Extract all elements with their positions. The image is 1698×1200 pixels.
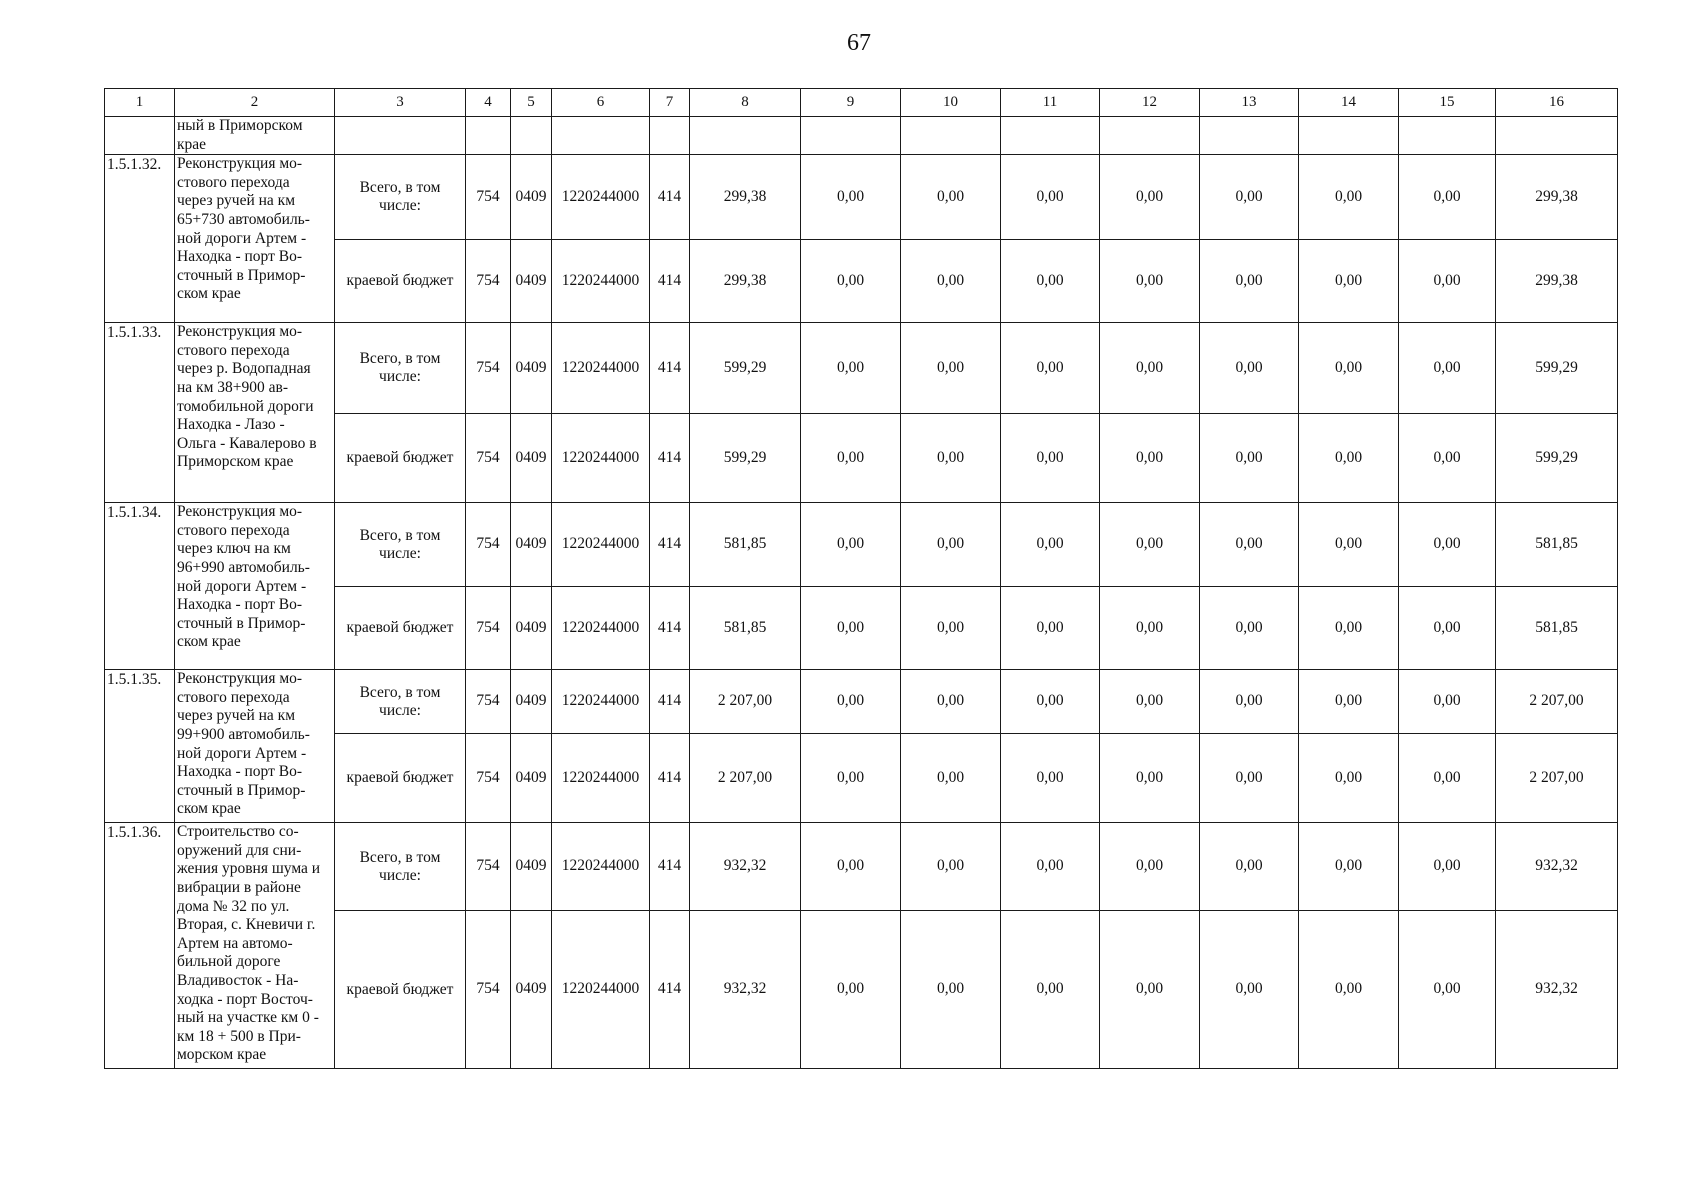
col7-cell: 414 [650, 911, 690, 1069]
col8-cell: 2 207,00 [690, 670, 801, 734]
text-line: Артем на автомо- [177, 934, 293, 952]
text-line: на км 38+900 ав- [177, 378, 288, 396]
col11-cell: 0,00 [1001, 587, 1100, 670]
funding-type-cell [335, 823, 466, 911]
item-name-cell [175, 823, 335, 1069]
col5-cell: 0409 [511, 155, 552, 240]
col7-cell: 414 [650, 587, 690, 670]
col13-cell: 0,00 [1200, 323, 1299, 414]
col5-cell: 0409 [511, 587, 552, 670]
col5-cell: 0409 [511, 503, 552, 587]
col15-cell: 0,00 [1399, 323, 1496, 414]
funding-type-cell [335, 670, 466, 734]
col16-cell: 581,85 [1496, 587, 1618, 670]
empty-cell [511, 117, 552, 155]
column-header: 9 [801, 89, 901, 117]
col11-cell: 0,00 [1001, 240, 1100, 323]
funding-type-cell [335, 911, 466, 1069]
col9-cell: 0,00 [801, 323, 901, 414]
text-line: Строительство со- [177, 823, 299, 841]
continuation-row [105, 117, 1618, 155]
col13-cell: 0,00 [1200, 503, 1299, 587]
col4-cell: 754 [466, 503, 511, 587]
col6-cell: 1220244000 [552, 240, 650, 323]
row-number-cell [105, 117, 175, 155]
col9-cell: 0,00 [801, 911, 901, 1069]
col4-cell: 754 [466, 323, 511, 414]
text-line: через ключ на км [177, 540, 291, 558]
col12-cell: 0,00 [1100, 734, 1200, 823]
text-line: Вторая, с. Кневичи г. [177, 916, 316, 934]
col7-cell: 414 [650, 670, 690, 734]
text-line: краевой бюджет [346, 449, 454, 467]
col8-cell: 599,29 [690, 414, 801, 503]
col15-cell: 0,00 [1399, 670, 1496, 734]
text-line: через ручей на км [177, 707, 296, 725]
col4-cell: 754 [466, 670, 511, 734]
col6-cell: 1220244000 [552, 734, 650, 823]
col10-cell: 0,00 [901, 734, 1001, 823]
text-line: Всего, в том [359, 179, 441, 197]
col14-cell: 0,00 [1299, 503, 1399, 587]
text-line: Ольга - Кавалерово в [177, 434, 317, 452]
text-line: через ручей на км [177, 192, 296, 210]
col4-cell: 754 [466, 734, 511, 823]
col13-cell: 0,00 [1200, 823, 1299, 911]
col11-cell: 0,00 [1001, 734, 1100, 823]
col14-cell: 0,00 [1299, 240, 1399, 323]
col16-cell: 932,32 [1496, 911, 1618, 1069]
empty-cell [650, 117, 690, 155]
text-line: жения уровня шума и [177, 860, 321, 878]
col7-cell: 414 [650, 414, 690, 503]
col9-cell: 0,00 [801, 503, 901, 587]
empty-cell [552, 117, 650, 155]
col15-cell: 0,00 [1399, 911, 1496, 1069]
text-line: 65+730 автомобиль- [177, 210, 310, 228]
text-line: краевой бюджет [346, 769, 454, 787]
column-header: 4 [466, 89, 511, 117]
text-line: числе: [379, 866, 421, 884]
col14-cell: 0,00 [1299, 823, 1399, 911]
col5-cell: 0409 [511, 823, 552, 911]
text-line: км 18 + 500 в При- [177, 1027, 301, 1045]
text-line: 96+990 автомобиль- [177, 558, 310, 576]
col15-cell: 0,00 [1399, 503, 1496, 587]
empty-cell [1001, 117, 1100, 155]
text-line: Реконструкция мо- [177, 670, 303, 688]
col16-cell: 299,38 [1496, 240, 1618, 323]
col9-cell: 0,00 [801, 670, 901, 734]
column-header: 12 [1100, 89, 1200, 117]
text-line: крае [177, 135, 207, 153]
item-name-cell [175, 670, 335, 823]
col7-cell: 414 [650, 240, 690, 323]
empty-cell [901, 117, 1001, 155]
text-line: вибрации в районе [177, 878, 301, 896]
column-header: 3 [335, 89, 466, 117]
col4-cell: 754 [466, 587, 511, 670]
col8-cell: 932,32 [690, 823, 801, 911]
item-name-cell [175, 117, 335, 155]
text-line: ный на участке км 0 - [177, 1009, 319, 1027]
col15-cell: 0,00 [1399, 240, 1496, 323]
col14-cell: 0,00 [1299, 414, 1399, 503]
col4-cell: 754 [466, 155, 511, 240]
col6-cell: 1220244000 [552, 823, 650, 911]
text-line: Всего, в том [359, 350, 441, 368]
col14-cell: 0,00 [1299, 911, 1399, 1069]
page-number: 67 [847, 30, 871, 56]
funding-type-cell [335, 734, 466, 823]
col16-cell: 299,38 [1496, 155, 1618, 240]
col16-cell: 2 207,00 [1496, 670, 1618, 734]
text-line: краевой бюджет [346, 619, 454, 637]
funding-type-cell [335, 155, 466, 240]
text-line: дома № 32 по ул. [177, 897, 290, 915]
text-line: Реконструкция мо- [177, 503, 303, 521]
text-line: бильной дороге [177, 953, 281, 971]
col12-cell: 0,00 [1100, 240, 1200, 323]
table-row [105, 503, 1618, 587]
funding-type-cell [335, 587, 466, 670]
col9-cell: 0,00 [801, 587, 901, 670]
row-number-cell: 1.5.1.36. [105, 823, 175, 1069]
col16-cell: 2 207,00 [1496, 734, 1618, 823]
funding-type-cell [335, 503, 466, 587]
col5-cell: 0409 [511, 240, 552, 323]
item-name-cell [175, 155, 335, 323]
text-line: числе: [379, 544, 421, 562]
column-header: 13 [1200, 89, 1299, 117]
text-line: числе: [379, 197, 421, 215]
column-header: 16 [1496, 89, 1618, 117]
text-line: ском крае [177, 800, 241, 818]
text-line: стового перехода [177, 688, 290, 706]
col12-cell: 0,00 [1100, 823, 1200, 911]
col15-cell: 0,00 [1399, 414, 1496, 503]
text-line: Находка - порт Во- [177, 763, 302, 781]
text-line: томобильной дороги [177, 397, 314, 415]
text-line: ный в Приморском [177, 117, 303, 134]
col9-cell: 0,00 [801, 414, 901, 503]
text-line: Всего, в том [359, 526, 441, 544]
row-number-cell: 1.5.1.35. [105, 670, 175, 823]
text-line: стового перехода [177, 341, 290, 359]
col8-cell: 932,32 [690, 911, 801, 1069]
col14-cell: 0,00 [1299, 155, 1399, 240]
table-row [105, 823, 1618, 911]
empty-cell [1399, 117, 1496, 155]
col11-cell: 0,00 [1001, 155, 1100, 240]
text-line: 99+900 автомобиль- [177, 725, 310, 743]
col8-cell: 299,38 [690, 155, 801, 240]
col15-cell: 0,00 [1399, 587, 1496, 670]
text-line: Находка - Лазо - [177, 416, 285, 434]
text-line: ной дороги Артем - [177, 744, 307, 762]
column-header: 11 [1001, 89, 1100, 117]
col8-cell: 599,29 [690, 323, 801, 414]
text-line: сточный в Примор- [177, 781, 306, 799]
col13-cell: 0,00 [1200, 155, 1299, 240]
col8-cell: 299,38 [690, 240, 801, 323]
funding-type-cell [335, 240, 466, 323]
empty-cell [690, 117, 801, 155]
col15-cell: 0,00 [1399, 155, 1496, 240]
col9-cell: 0,00 [801, 240, 901, 323]
col5-cell: 0409 [511, 911, 552, 1069]
col16-cell: 932,32 [1496, 823, 1618, 911]
col14-cell: 0,00 [1299, 323, 1399, 414]
empty-cell [1200, 117, 1299, 155]
text-line: числе: [379, 701, 421, 719]
col6-cell: 1220244000 [552, 323, 650, 414]
col11-cell: 0,00 [1001, 503, 1100, 587]
text-line: краевой бюджет [346, 272, 454, 290]
col7-cell: 414 [650, 734, 690, 823]
row-number-cell: 1.5.1.33. [105, 323, 175, 503]
col14-cell: 0,00 [1299, 734, 1399, 823]
col4-cell: 754 [466, 911, 511, 1069]
column-header: 10 [901, 89, 1001, 117]
text-line: краевой бюджет [346, 980, 454, 998]
item-name-cell [175, 503, 335, 670]
col6-cell: 1220244000 [552, 670, 650, 734]
col6-cell: 1220244000 [552, 155, 650, 240]
col12-cell: 0,00 [1100, 587, 1200, 670]
col13-cell: 0,00 [1200, 414, 1299, 503]
text-line: Реконструкция мо- [177, 155, 303, 173]
empty-cell [1299, 117, 1399, 155]
col15-cell: 0,00 [1399, 734, 1496, 823]
col7-cell: 414 [650, 823, 690, 911]
col15-cell: 0,00 [1399, 823, 1496, 911]
text-line: морском крае [177, 1046, 267, 1064]
text-line: сточный в Примор- [177, 266, 306, 284]
empty-cell [335, 117, 466, 155]
col14-cell: 0,00 [1299, 670, 1399, 734]
text-line: Всего, в том [359, 683, 441, 701]
empty-cell [466, 117, 511, 155]
col9-cell: 0,00 [801, 734, 901, 823]
col10-cell: 0,00 [901, 823, 1001, 911]
col16-cell: 581,85 [1496, 503, 1618, 587]
col12-cell: 0,00 [1100, 414, 1200, 503]
text-line: Всего, в том [359, 848, 441, 866]
column-header: 2 [175, 89, 335, 117]
col10-cell: 0,00 [901, 240, 1001, 323]
text-line: Реконструкция мо- [177, 323, 303, 341]
col6-cell: 1220244000 [552, 911, 650, 1069]
text-line: ском крае [177, 633, 241, 651]
col11-cell: 0,00 [1001, 823, 1100, 911]
col12-cell: 0,00 [1100, 155, 1200, 240]
col10-cell: 0,00 [901, 911, 1001, 1069]
row-number-cell: 1.5.1.32. [105, 155, 175, 323]
col11-cell: 0,00 [1001, 323, 1100, 414]
text-line: стового перехода [177, 521, 290, 539]
col6-cell: 1220244000 [552, 503, 650, 587]
col9-cell: 0,00 [801, 155, 901, 240]
col4-cell: 754 [466, 823, 511, 911]
col14-cell: 0,00 [1299, 587, 1399, 670]
table-body [105, 89, 1618, 1069]
col7-cell: 414 [650, 323, 690, 414]
text-line: Приморском крае [177, 453, 294, 471]
col8-cell: 581,85 [690, 503, 801, 587]
item-name-cell [175, 323, 335, 503]
row-number-cell: 1.5.1.34. [105, 503, 175, 670]
col10-cell: 0,00 [901, 323, 1001, 414]
column-header: 1 [105, 89, 175, 117]
col11-cell: 0,00 [1001, 911, 1100, 1069]
text-line: ной дороги Артем - [177, 229, 307, 247]
col13-cell: 0,00 [1200, 911, 1299, 1069]
table-row [105, 155, 1618, 240]
col16-cell: 599,29 [1496, 414, 1618, 503]
col12-cell: 0,00 [1100, 911, 1200, 1069]
col13-cell: 0,00 [1200, 670, 1299, 734]
column-header-row [105, 89, 1618, 117]
text-line: Находка - порт Во- [177, 596, 302, 614]
col5-cell: 0409 [511, 414, 552, 503]
text-line: стового перехода [177, 173, 290, 191]
text-line: ском крае [177, 285, 241, 303]
col8-cell: 2 207,00 [690, 734, 801, 823]
text-line: ходка - порт Восточ- [177, 990, 313, 1008]
col10-cell: 0,00 [901, 414, 1001, 503]
col11-cell: 0,00 [1001, 670, 1100, 734]
col5-cell: 0409 [511, 734, 552, 823]
col7-cell: 414 [650, 155, 690, 240]
col5-cell: 0409 [511, 670, 552, 734]
col10-cell: 0,00 [901, 670, 1001, 734]
text-line: Владивосток - На- [177, 971, 299, 989]
col12-cell: 0,00 [1100, 670, 1200, 734]
col8-cell: 581,85 [690, 587, 801, 670]
col4-cell: 754 [466, 414, 511, 503]
text-line: через р. Водопадная [177, 360, 311, 378]
text-line: числе: [379, 368, 421, 386]
column-header: 7 [650, 89, 690, 117]
budget-table [104, 88, 1618, 1069]
empty-cell [801, 117, 901, 155]
col10-cell: 0,00 [901, 587, 1001, 670]
col13-cell: 0,00 [1200, 587, 1299, 670]
col6-cell: 1220244000 [552, 414, 650, 503]
funding-type-cell [335, 414, 466, 503]
col13-cell: 0,00 [1200, 240, 1299, 323]
col6-cell: 1220244000 [552, 587, 650, 670]
col13-cell: 0,00 [1200, 734, 1299, 823]
column-header: 14 [1299, 89, 1399, 117]
col12-cell: 0,00 [1100, 323, 1200, 414]
text-line: сточный в Примор- [177, 614, 306, 632]
column-header: 15 [1399, 89, 1496, 117]
col10-cell: 0,00 [901, 503, 1001, 587]
funding-type-cell [335, 323, 466, 414]
table-row [105, 670, 1618, 734]
col5-cell: 0409 [511, 323, 552, 414]
col7-cell: 414 [650, 503, 690, 587]
column-header: 8 [690, 89, 801, 117]
text-line: оружений для сни- [177, 841, 302, 859]
column-header: 5 [511, 89, 552, 117]
col11-cell: 0,00 [1001, 414, 1100, 503]
text-line: Находка - порт Во- [177, 248, 302, 266]
col10-cell: 0,00 [901, 155, 1001, 240]
col9-cell: 0,00 [801, 823, 901, 911]
col4-cell: 754 [466, 240, 511, 323]
empty-cell [1496, 117, 1618, 155]
text-line: ной дороги Артем - [177, 577, 307, 595]
column-header: 6 [552, 89, 650, 117]
col12-cell: 0,00 [1100, 503, 1200, 587]
empty-cell [1100, 117, 1200, 155]
col16-cell: 599,29 [1496, 323, 1618, 414]
table-row [105, 323, 1618, 414]
